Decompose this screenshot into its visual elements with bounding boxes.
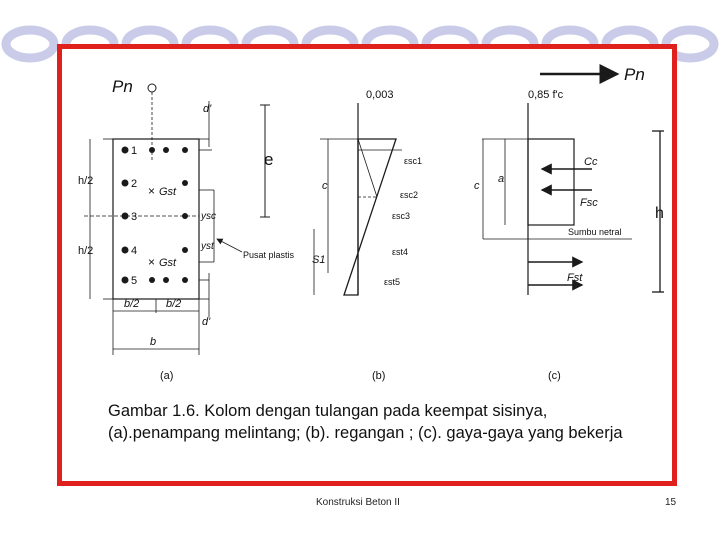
g-bottom-label: Gst: [159, 257, 177, 269]
eps-sc2-label: εsc2: [400, 190, 419, 200]
rebar-1: [122, 147, 129, 154]
pusat-plastis-label: Pusat plastis: [243, 250, 295, 260]
sumbu-netral-label: Sumbu netral: [568, 227, 622, 237]
b-label: b: [150, 336, 157, 348]
h-half-bottom-label: h/2: [78, 245, 94, 257]
a-label: a: [498, 173, 505, 185]
b-half-left-label: b/2: [124, 298, 140, 310]
cc-label: Cc: [584, 156, 598, 168]
page-number: 15: [665, 497, 677, 508]
panel-a-label: (a): [160, 370, 174, 382]
panel-b-strain: [312, 89, 422, 382]
pn-right-label: Pn: [624, 65, 645, 84]
stress-label: 0,85 f'c: [528, 89, 564, 101]
panel-b-label: (b): [372, 370, 386, 382]
panel-a-cross-section: [78, 101, 295, 382]
c-label-c: c: [474, 180, 480, 192]
column-section-figure: [62, 49, 672, 394]
rebar-2: [122, 180, 129, 187]
c-label-b: c: [322, 180, 328, 192]
eps-sc3-label: εsc3: [392, 211, 411, 221]
y-sc-label: ysc: [201, 211, 216, 222]
pn-left-label: Pn: [112, 77, 133, 96]
d-prime-bottom-label: d': [202, 316, 211, 328]
fsc-label: Fsc: [580, 197, 598, 209]
h-half-top-label: h/2: [78, 175, 94, 187]
fst-label: Fst: [567, 272, 583, 284]
svg-text:×: ×: [148, 184, 156, 198]
svg-text:2: 2: [131, 178, 138, 190]
eps-st4-label: εst4: [392, 247, 409, 257]
h-label: h: [655, 205, 664, 222]
figure-caption: Gambar 1.6. Kolom dengan tulangan pada keempat sisinya, (a).penampang melintang; (b). regangan ; (c). gaya-gaya yang bekerja: [108, 402, 623, 442]
g-top-label: Gst: [159, 186, 177, 198]
eps-sc1-label: εsc1: [404, 156, 423, 166]
svg-text:×: ×: [148, 255, 156, 269]
y-st-label: yst: [201, 241, 214, 252]
svg-text:3: 3: [131, 211, 138, 223]
svg-text:4: 4: [131, 245, 138, 257]
svg-text:1: 1: [131, 145, 138, 157]
panel-c-forces: [474, 89, 632, 382]
strain-top-label: 0,003: [366, 89, 394, 101]
s1-label: S1: [312, 254, 326, 266]
binder-ring: [6, 30, 54, 58]
rebar-4: [122, 247, 129, 254]
load-point-icon: [148, 84, 156, 92]
e-label: e: [264, 150, 274, 169]
rebar-5: [122, 277, 129, 284]
eps-st5-label: εst5: [384, 277, 401, 287]
panel-c-label: (c): [548, 370, 561, 382]
rebar-3: [122, 213, 129, 220]
d-prime-top-label: d': [203, 103, 212, 115]
b-half-right-label: b/2: [166, 298, 182, 310]
svg-text:5: 5: [131, 275, 138, 287]
footer-course-title: Konstruksi Beton II: [316, 497, 400, 508]
